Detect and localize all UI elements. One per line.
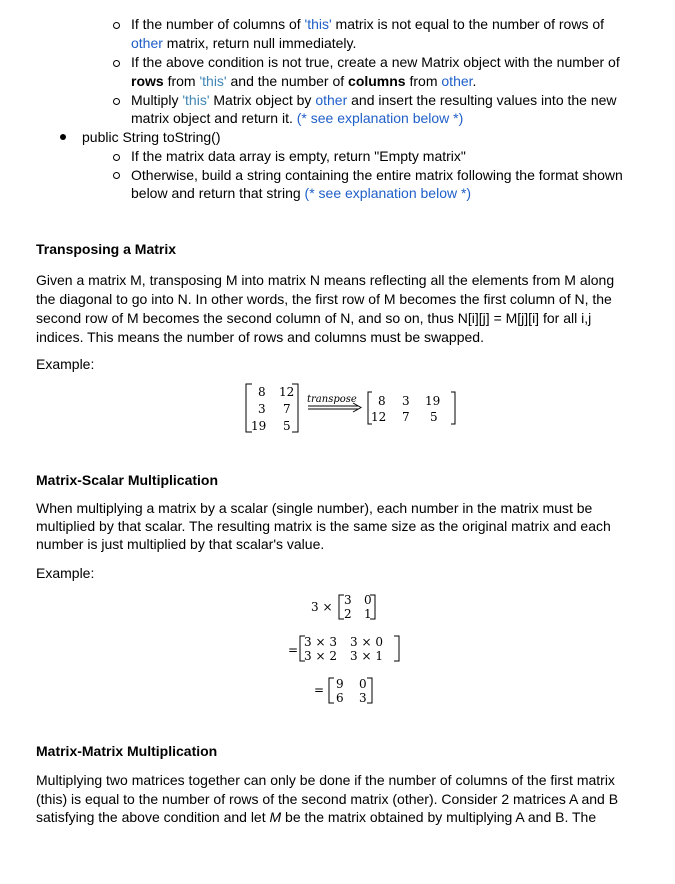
matrix-bracket-left xyxy=(339,595,344,619)
matrix-bracket-right xyxy=(292,384,298,432)
matrix-cell: 19 xyxy=(425,394,441,408)
matrix-cell: 3 xyxy=(359,691,367,705)
transpose-paragraph-line: the diagonal to go into N. In other words, the first row of M becomes the first column of N, the xyxy=(36,291,612,307)
scalar-heading: Matrix-Scalar Multiplication xyxy=(36,472,219,488)
matrix-cell: 7 xyxy=(283,402,291,416)
hollow-bullet-icon xyxy=(113,22,120,29)
transpose-arrow-label: transpose xyxy=(307,394,357,405)
matrix-bracket-left xyxy=(300,636,305,661)
transpose-paragraph-line: Given a matrix M, transposing M into matrix N means reflecting all the elements from M along xyxy=(36,272,615,288)
mm-paragraph-line: satisfying the above condition and let M be the matrix obtained by multiplying A and B. The xyxy=(36,809,597,825)
scalar-paragraph-line: When multiplying a matrix by a scalar (single number), each number in the matrix must be xyxy=(36,500,593,516)
matrix-cell: 3 × 1 xyxy=(350,649,383,663)
transpose-paragraph-line: second row of M becomes the second column of N, and so on, thus N[i][j] = M[j][i] for all i,j xyxy=(36,310,592,326)
scalar-paragraph-line: number is just multiplied by that scalar's value. xyxy=(36,536,325,552)
matrix-bracket-left xyxy=(329,678,334,703)
matrix-cell: 6 xyxy=(336,691,344,705)
matrix-cell: 1 xyxy=(364,607,372,621)
matrix-cell: 12 xyxy=(279,385,295,399)
matrix-cell: 0 xyxy=(364,593,372,607)
hollow-bullet-icon xyxy=(113,98,120,105)
hollow-bullet-icon xyxy=(113,172,120,179)
hollow-bullet-icon xyxy=(113,60,120,67)
matrix-cell: 3 xyxy=(258,402,266,416)
hollow-bullet-icon xyxy=(113,154,120,161)
mm-paragraph-line: Multiplying two matrices together can only be done if the number of columns of the first matrix xyxy=(36,772,615,788)
matrix-cell: 5 xyxy=(283,419,291,433)
matrix-cell: 12 xyxy=(371,410,387,424)
matrix-bracket-right xyxy=(394,636,399,661)
matrix-bracket-right xyxy=(451,392,455,424)
transpose-paragraph-line: indices. This means the number of rows and columns must be swapped. xyxy=(36,329,484,345)
matrix-bracket-left xyxy=(368,392,372,424)
matrix-bracket-left xyxy=(246,384,252,432)
matrix-cell: 8 xyxy=(258,385,266,399)
arrow-head-icon xyxy=(353,403,361,412)
matrix-bracket-right xyxy=(370,595,375,619)
matrix-cell: 2 xyxy=(344,607,352,621)
matrix-bracket-right xyxy=(367,678,372,703)
matrix-cell: 3 × 3 xyxy=(304,635,337,649)
matrix-cell: 3 × 2 xyxy=(304,649,337,663)
transpose-heading: Transposing a Matrix xyxy=(36,241,177,257)
example-label: Example: xyxy=(36,356,95,372)
matrix-cell: 8 xyxy=(378,394,386,408)
mm-paragraph-line: (this) is equal to the number of rows of the second matrix (other). Consider 2 matrices A and B xyxy=(36,791,619,807)
matrix-cell: 3 xyxy=(402,394,410,408)
matrix-cell: 9 xyxy=(336,677,344,691)
matrix-cell: 5 xyxy=(430,410,438,424)
matrix-cell: 7 xyxy=(402,410,410,424)
scalar-paragraph-line: multiplied by that scalar. The resulting matrix is the same size as the original matrix and each xyxy=(36,518,611,534)
example-label: Example: xyxy=(36,565,95,581)
mm-heading: Matrix-Matrix Multiplication xyxy=(36,743,218,759)
matrix-cell: 3 xyxy=(344,593,352,607)
bullet-icon xyxy=(60,134,66,140)
equals-sign: = xyxy=(314,683,325,697)
matrix-cell: 0 xyxy=(359,677,367,691)
matrix-cell: 19 xyxy=(251,419,267,433)
equals-sign: = xyxy=(288,643,299,657)
matrix-cell: 3 × 0 xyxy=(350,635,383,649)
scalar-prefix: 3 × xyxy=(311,600,333,614)
